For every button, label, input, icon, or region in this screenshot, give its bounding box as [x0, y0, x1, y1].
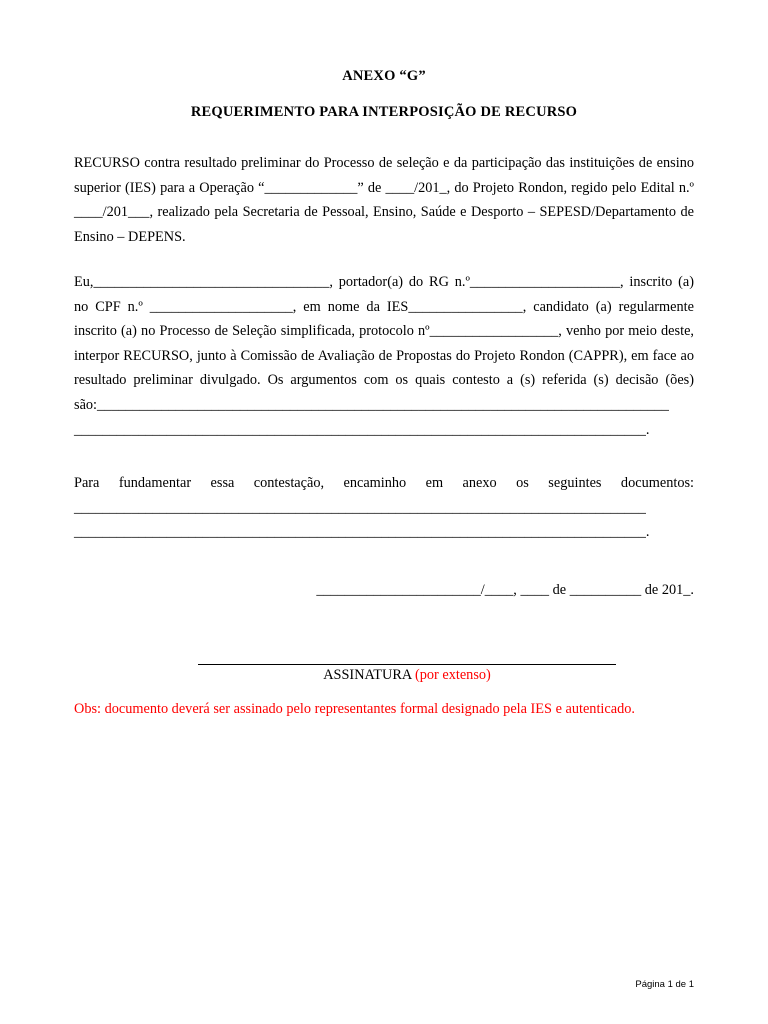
signature-label	[0, 667, 768, 684]
date-line: _______________________/____, ____ de __________ de 201_.	[316, 582, 694, 598]
paragraph-declaracao: Eu,_________________________________, portador(a) do RG n.º_____________________, inscrito (a) no CPF n.º ____________________, em nome da IES________________, candidato (a) regularmente inscrito (a) no Processo de Seleção simplificada, protocolo nº__________________, venho por meio deste, interpor RECURSO, junto à Comissão de Avaliação de Propostas do Projeto Rondon (CAPPR), em face ao resultado preliminar divulgado. Os argumentos com os quais contesto a (s) referida (s) decisão (ões) são:________________________________________________________________________________ ________________________________________________________________________________.	[74, 274, 694, 438]
document-subtitle: REQUERIMENTO PARA INTERPOSIÇÃO DE RECURSO	[190, 104, 578, 120]
signature-label-text: ASSINATURA	[323, 667, 412, 683]
paragraph-documentos: Para fundamentar essa contestação, encaminho em anexo os seguintes documentos: ________________________________________________________________________________ ________________________________________________________________________________.	[74, 475, 694, 541]
paragraph-recurso: RECURSO contra resultado preliminar do Processo de seleção e da participação das instituições de ensino superior (IES) para a Operação “_____________” de ____/201_, do Projeto Rondon, regido pelo Edital n.º ____/201___, realizado pela Secretaria de Pessoal, Ensino, Saúde e Desporto – SEPESD/Departamento de Ensino – DEPENS.	[74, 155, 694, 245]
signature-note: (por extenso)	[414, 667, 491, 683]
page-number: Página 1 de 1	[635, 979, 694, 990]
document-title: ANEXO “G”	[342, 68, 426, 84]
observation-note: Obs: documento deverá ser assinado pelo representantes formal designado pela IES e autenticado.	[74, 701, 635, 717]
signature-rule	[198, 664, 616, 665]
